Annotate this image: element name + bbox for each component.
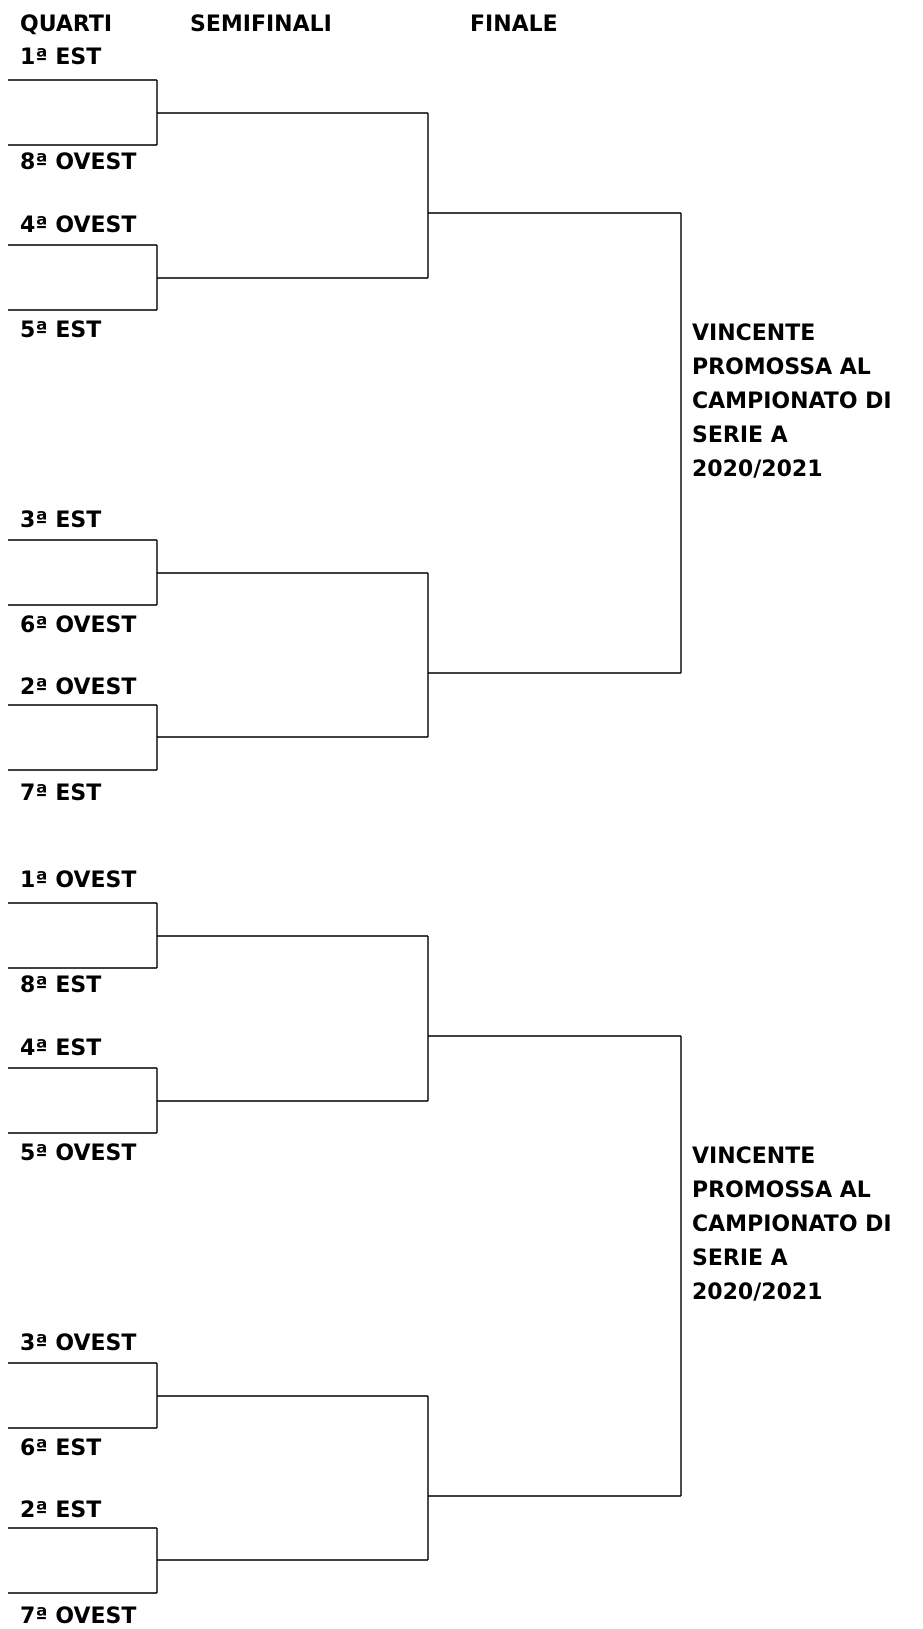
team-label: 4ª OVEST: [20, 213, 137, 238]
winner-note-line: CAMPIONATO DI: [692, 1212, 892, 1237]
team-label: 7ª EST: [20, 781, 102, 806]
winner-note: [692, 317, 922, 487]
winner-note-line: VINCENTE: [692, 1144, 816, 1169]
winner-note-line: PROMOSSA AL: [692, 355, 871, 380]
winner-note-line: CAMPIONATO DI: [692, 389, 892, 414]
winner-note-line: SERIE A: [692, 423, 788, 448]
team-label: 3ª EST: [20, 508, 102, 533]
team-label: 7ª OVEST: [20, 1604, 137, 1629]
winner-note-line: 2020/2021: [692, 457, 823, 482]
header-quarti: QUARTI: [20, 12, 113, 37]
winner-note-line: VINCENTE: [692, 321, 816, 346]
winner-note-line: PROMOSSA AL: [692, 1178, 871, 1203]
team-label: 8ª OVEST: [20, 150, 137, 175]
winner-note: [692, 1140, 922, 1310]
team-label: 1ª OVEST: [20, 868, 137, 893]
team-label: 5ª OVEST: [20, 1141, 137, 1166]
team-label: 5ª EST: [20, 318, 102, 343]
team-label: 4ª EST: [20, 1036, 102, 1061]
team-label: 6ª EST: [20, 1436, 102, 1461]
header-finale: FINALE: [470, 12, 558, 37]
team-label: 6ª OVEST: [20, 613, 137, 638]
team-label: 8ª EST: [20, 973, 102, 998]
winner-note-line: 2020/2021: [692, 1280, 823, 1305]
team-label: 2ª EST: [20, 1498, 102, 1523]
winner-note-line: SERIE A: [692, 1246, 788, 1271]
header-semifinali: SEMIFINALI: [190, 12, 332, 37]
team-label: 3ª OVEST: [20, 1331, 137, 1356]
team-label: 1ª EST: [20, 45, 102, 70]
team-label: 2ª OVEST: [20, 675, 137, 700]
